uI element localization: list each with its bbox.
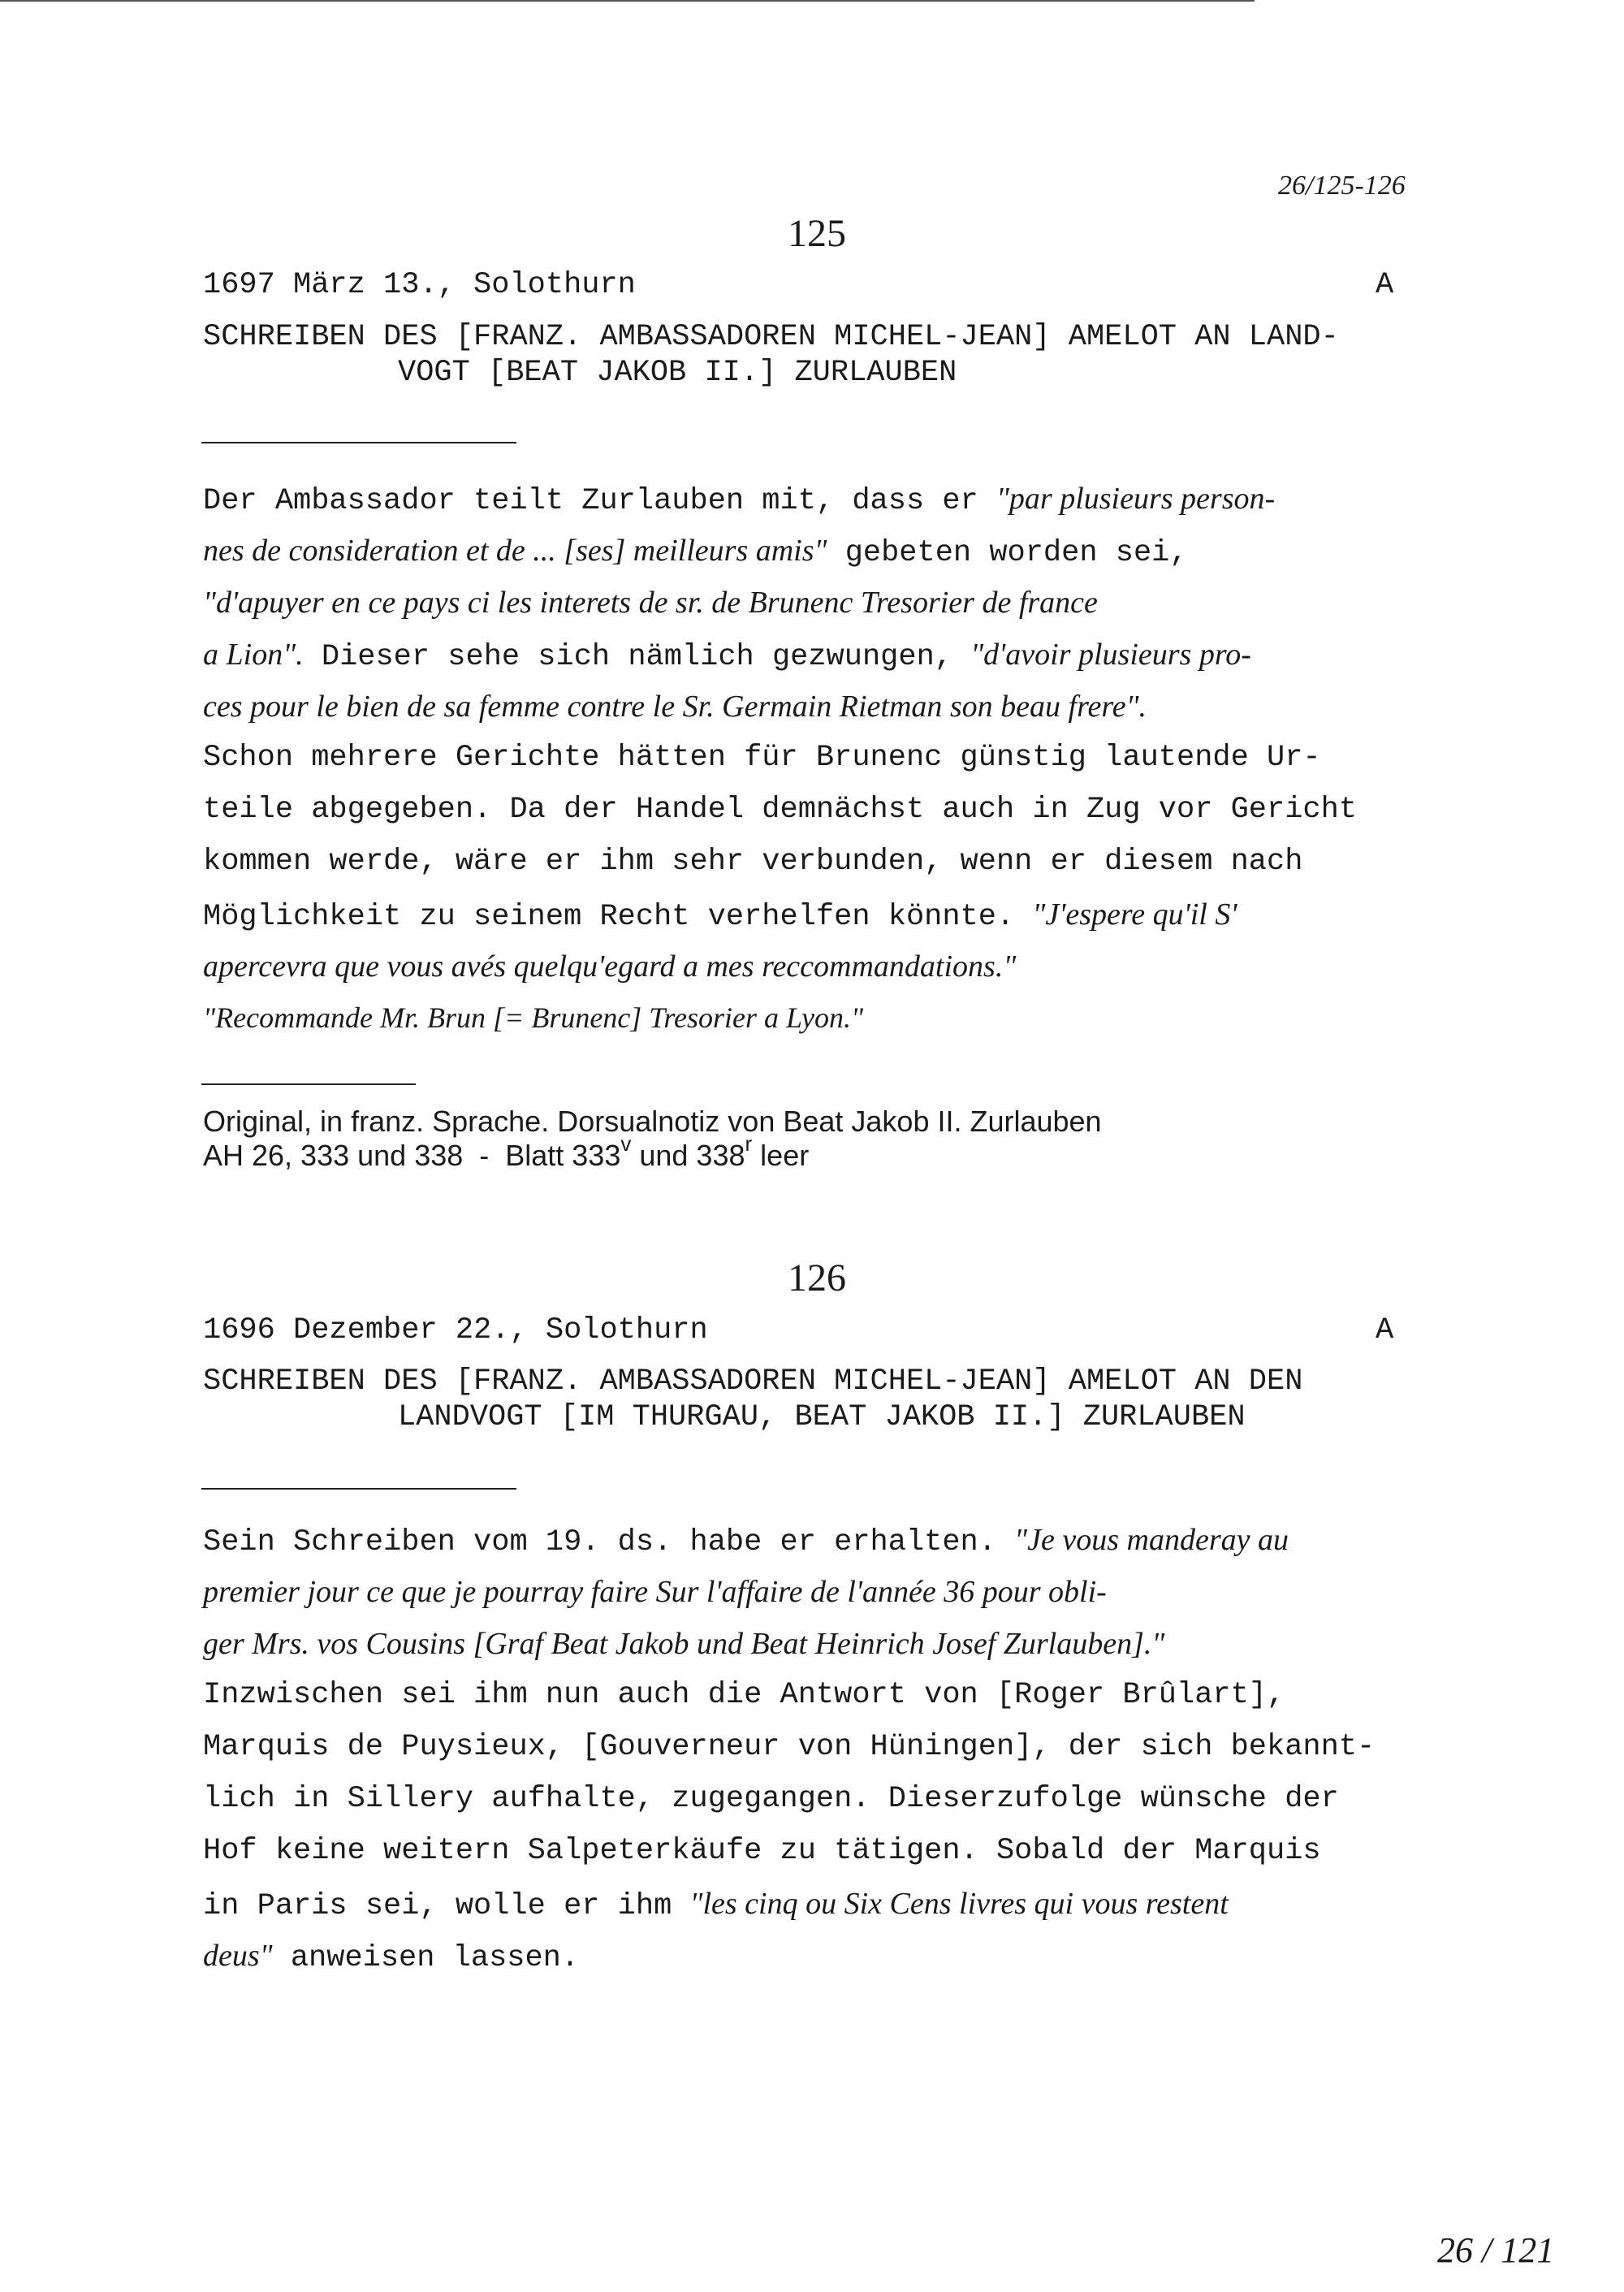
- line: nes de consideration et de ... [ses] meilleurs amis" gebeten worden sei,: [203, 534, 1188, 570]
- handwritten-folio-number: 26 / 121: [1437, 2230, 1555, 2270]
- line: Marquis de Puysieux, [Gouverneur von Hüningen], der sich bekannt-: [203, 1730, 1376, 1764]
- line: Der Ambassador teilt Zurlauben mit, dass er "par plusieurs person-: [203, 482, 1276, 518]
- doc125-note-line1: Original, in franz. Sprache. Dorsualnotiz von Beat Jakob II. Zurlauben: [203, 1105, 1102, 1138]
- doc126-date-place: 1696 Dezember 22., Solothurn: [203, 1313, 708, 1347]
- doc125-title-line2: VOGT [BEAT JAKOB II.] ZURLAUBEN: [398, 356, 957, 390]
- line: "Recommande Mr. Brun [= Brunenc] Tresorier a Lyon.": [203, 1001, 864, 1034]
- line: ces pour le bien de sa femme contre le Sr. Germain Rietman son beau frere".: [203, 690, 1147, 724]
- line: Sein Schreiben vom 19. ds. habe er erhalten. "Je vous manderay au: [203, 1523, 1289, 1559]
- line: apercevra que vous avés quelqu'egard a mes reccommandations.": [203, 949, 1017, 984]
- archive-reference: 26/125-126: [1278, 171, 1406, 201]
- doc125-title-line1: SCHREIBEN DES [FRANZ. AMBASSADOREN MICHEL-JEAN] AMELOT AN LAND-: [203, 320, 1339, 354]
- line: kommen werde, wäre er ihm sehr verbunden, wenn er diesem nach: [203, 845, 1303, 879]
- line: a Lion". Dieser sehe sich nämlich gezwungen, "d'avoir plusieurs pro-: [203, 638, 1251, 674]
- doc125-title-rule: [201, 442, 516, 443]
- line: Schon mehrere Gerichte hätten für Brunenc günstig lautende Ur-: [203, 741, 1321, 775]
- doc126-grade: A: [1376, 1313, 1394, 1347]
- doc126-title-line2: LANDVOGT [IM THURGAU, BEAT JAKOB II.] ZURLAUBEN: [398, 1400, 1246, 1434]
- line: Inzwischen sei ihm nun auch die Antwort von [Roger Brûlart],: [203, 1678, 1285, 1712]
- doc126-title-line1: SCHREIBEN DES [FRANZ. AMBASSADOREN MICHEL-JEAN] AMELOT AN DEN: [203, 1364, 1303, 1399]
- doc125-grade: A: [1376, 268, 1394, 302]
- line: in Paris sei, wolle er ihm "les cinq ou Six Cens livres qui vous restent: [203, 1887, 1229, 1923]
- line: deus" anweisen lassen.: [203, 1939, 580, 1975]
- document-number-126: 126: [788, 1256, 846, 1300]
- line: Hof keine weitern Salpeterkäufe zu tätigen. Sobald der Marquis: [203, 1834, 1321, 1868]
- page-top-edge: [0, 0, 1255, 2]
- line: ger Mrs. vos Cousins [Graf Beat Jakob und Beat Heinrich Josef Zurlauben].": [203, 1627, 1165, 1661]
- doc125-note-rule: [201, 1083, 416, 1085]
- document-number-125: 125: [788, 212, 846, 255]
- line: lich in Sillery aufhalte, zugegangen. Dieserzufolge wünsche der: [203, 1782, 1339, 1816]
- doc126-title-rule: [201, 1488, 516, 1490]
- doc125-note-line2: AH 26, 333 und 338 - Blatt 333$^v$ und 338$^r$ leer: [203, 1131, 810, 1172]
- doc125-date-place: 1697 März 13., Solothurn: [203, 268, 636, 302]
- line: "d'apuyer en ce pays ci les interets de sr. de Brunenc Tresorier de france: [203, 586, 1098, 620]
- line: Möglichkeit zu seinem Recht verhelfen könnte. "J'espere qu'il S': [203, 897, 1237, 934]
- line: premier jour ce que je pourray faire Sur l'affaire de l'année 36 pour obli-: [203, 1575, 1107, 1609]
- line: teile abgegeben. Da der Handel demnächst auch in Zug vor Gericht: [203, 793, 1358, 827]
